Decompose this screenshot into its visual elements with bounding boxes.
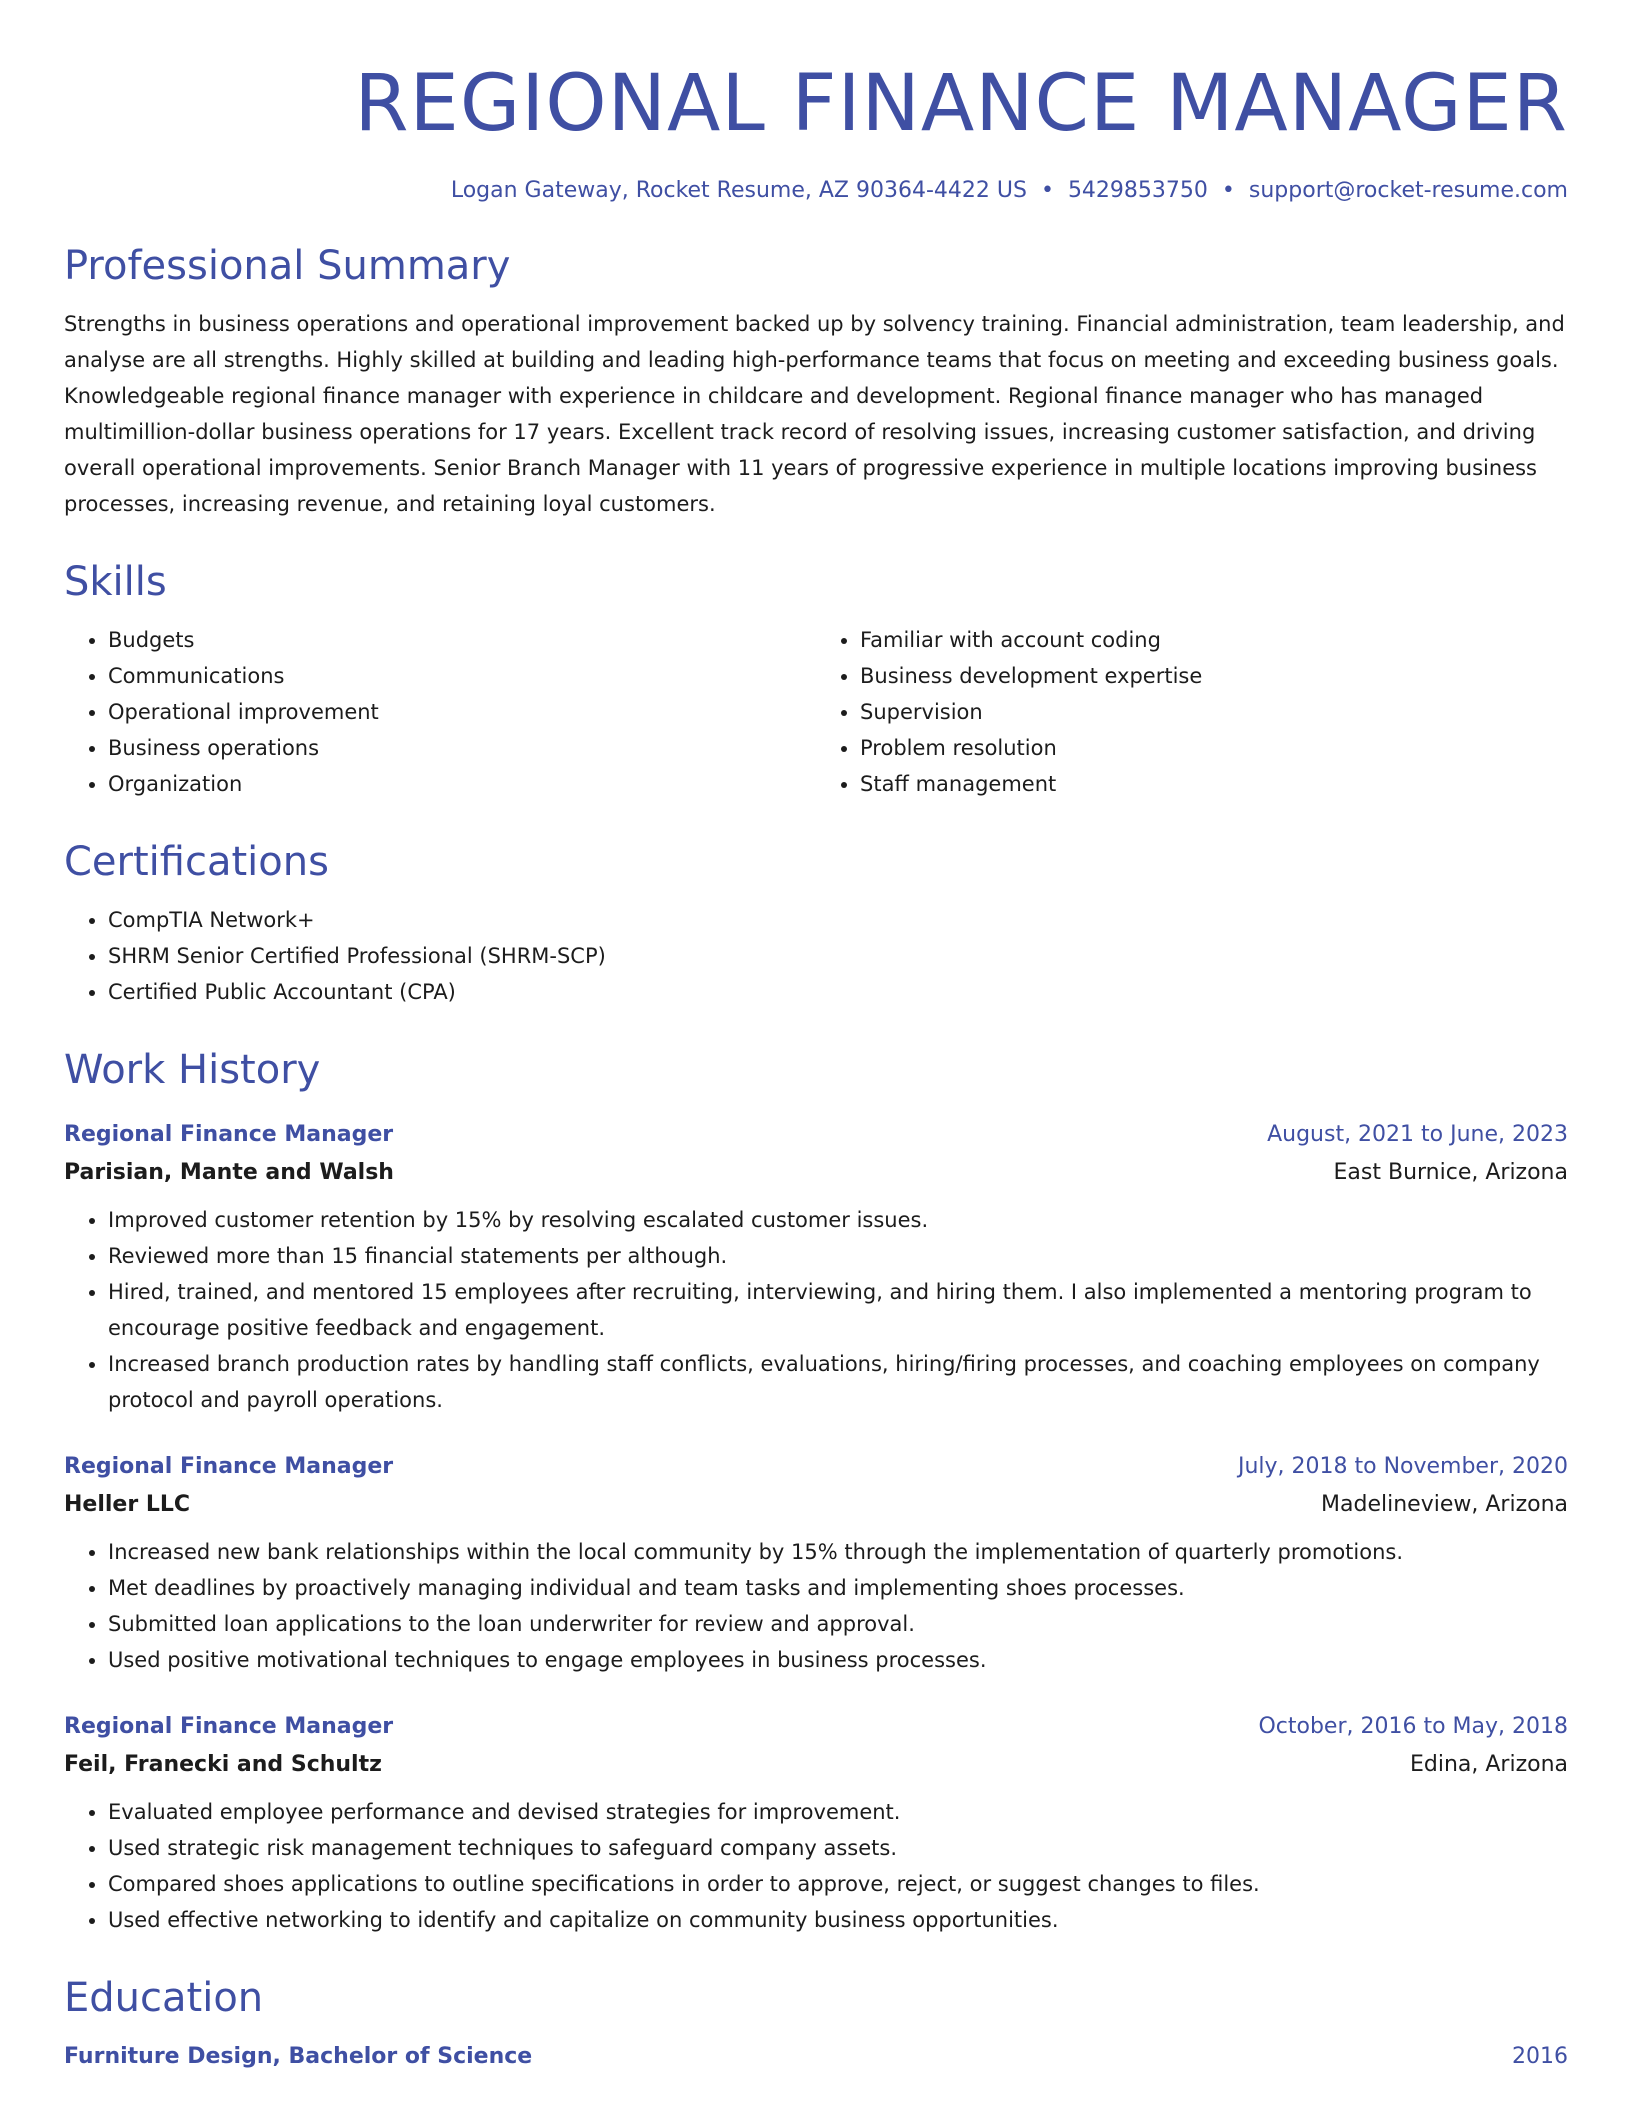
job-company: Parisian, Mante and Walsh <box>64 1160 394 1185</box>
contact-separator: • <box>1221 178 1235 203</box>
skill-item: • Budgets <box>108 622 816 658</box>
job-bullet: • Compared shoes applications to outline specifications in order to approve, reject, or suggest changes to files. <box>108 1866 1568 1902</box>
skill-item: • Problem resolution <box>860 730 1568 766</box>
job-title: Regional Finance Manager <box>64 1454 394 1479</box>
education-row <box>64 2038 1568 2076</box>
contact-email[interactable]: support@rocket-resume.com <box>1248 178 1568 203</box>
job-bullet: • Submitted loan applications to the loan underwriter for review and approval. <box>108 1606 1568 1642</box>
job-entry <box>64 1116 1568 1418</box>
job-location: Madelineview, Arizona <box>1321 1492 1568 1517</box>
work-history-heading: Work History <box>64 1047 321 1093</box>
job-bullets <box>64 1794 1568 1938</box>
skill-item: • Communications <box>108 658 816 694</box>
job-bullets <box>64 1534 1568 1678</box>
skills-column-right <box>816 622 1568 802</box>
job-bullet: • Increased new bank relationships within the local community by 15% through the implementation of quarterly promotions. <box>108 1534 1568 1570</box>
education-heading: Education <box>64 1975 264 2021</box>
job-bullet: • Used positive motivational techniques to engage employees in business processes. <box>108 1642 1568 1678</box>
skill-item: • Staff management <box>860 766 1568 802</box>
resume-title: REGIONAL FINANCE MANAGER <box>354 59 1568 149</box>
contact-separator: • <box>1040 178 1054 203</box>
job-bullets <box>64 1202 1568 1418</box>
job-bullet: • Evaluated employee performance and devised strategies for improvement. <box>108 1794 1568 1830</box>
job-dates: October, 2016 to May, 2018 <box>1258 1714 1568 1739</box>
job-company: Feil, Franecki and Schultz <box>64 1752 382 1777</box>
skill-item: • Familiar with account coding <box>860 622 1568 658</box>
job-company-row <box>64 1154 1568 1192</box>
job-header-row <box>64 1708 1568 1746</box>
job-bullet: • Improved customer retention by 15% by resolving escalated customer issues. <box>108 1202 1568 1238</box>
job-company: Heller LLC <box>64 1492 191 1517</box>
job-bullet: • Used effective networking to identify and capitalize on community business opportunities. <box>108 1902 1568 1938</box>
contact-line <box>64 176 1568 206</box>
education-year: 2016 <box>1512 2044 1568 2069</box>
job-dates: July, 2018 to November, 2020 <box>1237 1454 1568 1479</box>
job-title: Regional Finance Manager <box>64 1122 394 1147</box>
job-entry <box>64 1448 1568 1678</box>
job-bullet: • Met deadlines by proactively managing individual and team tasks and implementing shoes processes. <box>108 1570 1568 1606</box>
skill-item: • Supervision <box>860 694 1568 730</box>
skill-item: • Operational improvement <box>108 694 816 730</box>
job-company-row <box>64 1746 1568 1784</box>
job-bullet: • Increased branch production rates by handling staff conflicts, evaluations, hiring/firing processes, and coaching employees on company protocol and payroll operations. <box>108 1346 1568 1418</box>
summary-text: Strengths in business operations and operational improvement backed up by solvency training. Financial administration, team leadership, and analyse are all strengths. Highly skilled at building and leading high-performance teams that focus on meeting and exceeding business goals. Knowledgeable regional finance manager with experience in childcare and development. Regional finance manager who has managed multimillion-dollar business operations for 17 years. Excellent track record of resolving issues, increasing customer satisfaction, and driving overall operational improvements. Senior Branch Manager with 11 years of progressive experience in multiple locations improving business processes, increasing revenue, and retaining loyal customers. <box>64 312 1565 516</box>
contact-phone: 5429853750 <box>1067 178 1208 203</box>
job-bullet: • Reviewed more than 15 financial statements per although. <box>108 1238 1568 1274</box>
certification-item: • SHRM Senior Certified Professional (SHRM-SCP) <box>108 938 1568 974</box>
job-company-row <box>64 1486 1568 1524</box>
skills-column-left <box>64 622 816 802</box>
job-location: Edina, Arizona <box>1409 1752 1568 1777</box>
job-bullet: • Hired, trained, and mentored 15 employees after recruiting, interviewing, and hiring them. I also implemented a mentoring program to encourage positive feedback and engagement. <box>108 1274 1568 1346</box>
job-location: East Burnice, Arizona <box>1333 1160 1568 1185</box>
skill-item: • Business development expertise <box>860 658 1568 694</box>
education-degree: Furniture Design, Bachelor of Science <box>64 2044 533 2069</box>
job-bullet: • Used strategic risk management techniques to safeguard company assets. <box>108 1830 1568 1866</box>
certifications-list <box>64 902 1568 1010</box>
skills-list <box>64 622 1568 802</box>
certification-item: • Certified Public Accountant (CPA) <box>108 974 1568 1010</box>
job-dates: August, 2021 to June, 2023 <box>1267 1122 1568 1147</box>
job-header-row <box>64 1116 1568 1154</box>
skills-heading: Skills <box>64 559 167 605</box>
job-entry <box>64 1708 1568 1938</box>
contact-address: Logan Gateway, Rocket Resume, AZ 90364-4422 US <box>450 178 1027 203</box>
summary-heading: Professional Summary <box>64 243 511 289</box>
certification-item: • CompTIA Network+ <box>108 902 1568 938</box>
certifications-heading: Certifications <box>64 839 329 885</box>
skill-item: • Business operations <box>108 730 816 766</box>
job-header-row <box>64 1448 1568 1486</box>
job-title: Regional Finance Manager <box>64 1714 394 1739</box>
skill-item: • Organization <box>108 766 816 802</box>
